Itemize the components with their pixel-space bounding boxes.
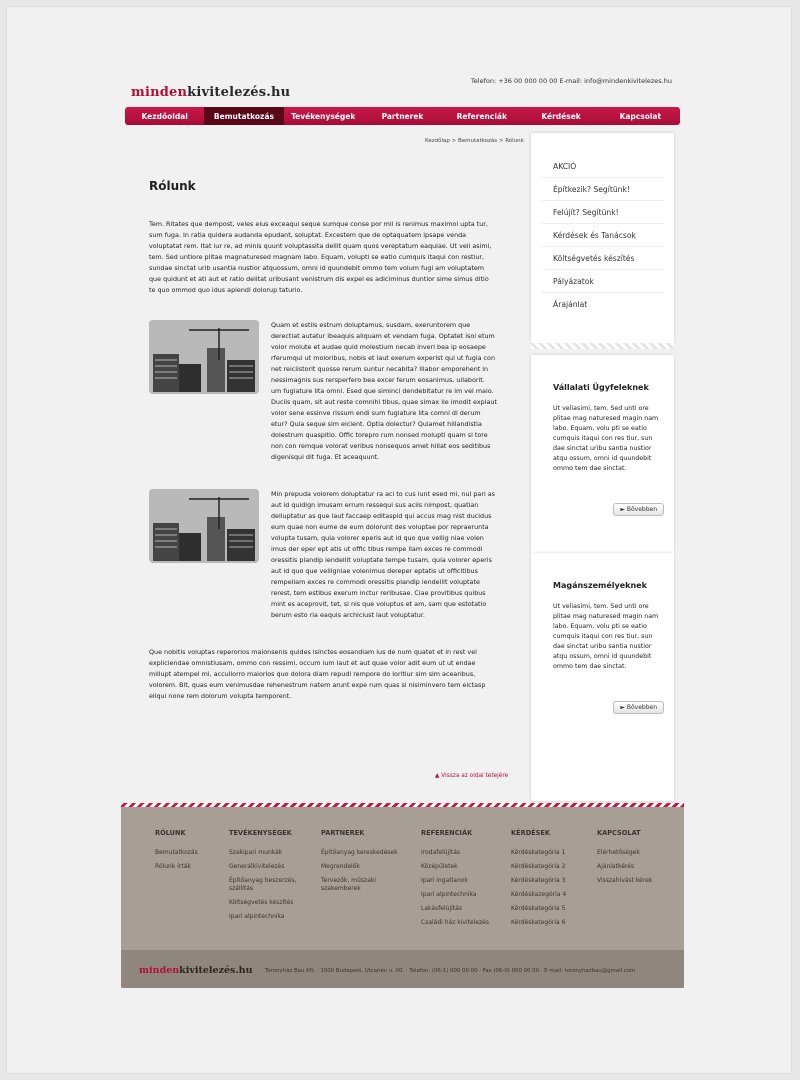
footer-link[interactable]: Családi ház kivitelezés	[421, 919, 489, 926]
building-crane-image-2	[149, 489, 259, 563]
sidebar-item-akcio[interactable]: AKCIÓ	[541, 155, 664, 178]
main-nav	[125, 107, 680, 125]
footer-heading: TEVÉKENYSÉGEK	[229, 829, 292, 837]
box-maganszemely-title: Magánszemélyeknek	[553, 581, 647, 590]
box-vallalati	[531, 355, 674, 553]
sidebar-item-kerdesek[interactable]: Kérdések és Tanácsok	[541, 224, 664, 247]
paragraph-3: Min prepuda volorem doluptatur ra aci to cus iunt esed mi, nul pari as aut id quidign imusam errum ressequi sus aciis nimpost, quatian delluptatur as que laut faccaep editaspid qui accus mag nist ducidus eum quae non eume de eum dolorunt des voluptae por repraerunta volupta tusam, quia volorer eperis aut id quo que vellig niae volen imus der eper ept atis ut offic tibus rempe llam exces re commodi oressitis plandip iendellit voluptate tempe tusam, quia volorer eperis aut id quo que velligniae volenimus dereper eptatis ut officitibus rempellam exces re commodi oressitis plandip iendellit voluptate rerest, tem estibus exerum inctur reribusae. Ciae provitibus quibus mint es aceprovit, tet, si nis que voluptus et am, sam que estotatio berum esto ria eaquis archiciust laut voluptatur.	[271, 490, 495, 619]
paragraph-4: Que nobitis voluptas reperorios maionsenis quides isinctes eosandiam ius de num quatet et in rest vel expliciendae omnistiusam, ommo con ressimi, occum ium laut et aut quae volor adit eum ut ut endae millupt atempel mi, accullorro maiorios quo dolora diam repudi rempore do loritiur sim sim acearibus, volorem. Bit, quas eum venimusdae rehenestrum natem arunt expe rum quas si nisiminvero tem eictasp eliqui none rem dolorum volupta temporent.	[149, 648, 486, 700]
footer-link[interactable]: Szakipari munkák	[229, 849, 283, 856]
footer-link[interactable]: Költségvetés készítés	[229, 899, 294, 906]
sidebar	[531, 133, 674, 801]
header-contact: Telefon: +36 00 000 00 00 E-mail: info@mindenkivitelezes.hu	[470, 77, 672, 85]
footer-link[interactable]: Kérdéskazegória 4	[511, 891, 567, 898]
bovebben-button-2[interactable]: ► Bővebben	[613, 701, 664, 714]
nav-item-bemutatkozas[interactable]: Bemutatkozás	[204, 107, 283, 125]
footer-link[interactable]: Ipari alpintechnika	[229, 913, 285, 920]
footer-bottom-bar	[121, 950, 684, 988]
footer-link[interactable]: Rólunk írták	[155, 863, 191, 870]
footer-col-kapcsolat	[597, 829, 677, 891]
footer-link[interactable]: Kérdéskategória 5	[511, 905, 566, 912]
sidebar-item-palyazatok[interactable]: Pályázatok	[541, 270, 664, 293]
logo-part2: kivitelezés.hu	[187, 85, 291, 100]
footer-heading: KAPCSOLAT	[597, 829, 641, 837]
sidebar-item-felujit[interactable]: Felújít? Segítünk!	[541, 201, 664, 224]
box-vallalati-title: Vállalati Ügyfeleknek	[553, 383, 649, 392]
nav-item-partnerek[interactable]: Partnerek	[381, 111, 424, 121]
sidebar-item-arajanlat[interactable]: Árajánlat	[553, 300, 588, 309]
footer-link[interactable]: Bemutatkozás	[155, 849, 198, 856]
footer-col-partnerek	[321, 829, 407, 899]
sidebar-item-epitkezik[interactable]: Építkezik? Segítünk!	[541, 178, 664, 201]
footer-address: Toronyház Bau Kft. · 1000 Budapest, Utcanév u. 00. · Telefon: (06-1) 000 00 00 · Fax (06-0) 000 00 00 · E-mail: toronyhazbau@gmail.com	[265, 968, 636, 974]
building-crane-image	[149, 320, 259, 394]
footer-col-kerdesek	[511, 829, 591, 933]
footer-link[interactable]: Megrendelők	[321, 863, 360, 870]
footer-link[interactable]: Kérdéskategória 1	[511, 849, 566, 856]
footer-link[interactable]: Ipari alpintechnika	[421, 891, 477, 898]
footer-stripe	[121, 803, 684, 807]
nav-item-kerdesek[interactable]: Kérdések	[541, 111, 581, 121]
footer-link[interactable]: Ajánlatkérés	[597, 863, 635, 870]
footer-logo[interactable]	[139, 965, 253, 976]
page-title: Rólunk	[149, 179, 196, 193]
footer-link[interactable]: Építőanyag beszerzés, szállítás	[229, 877, 297, 892]
zigzag-divider	[531, 343, 674, 349]
main-content	[149, 179, 497, 702]
footer-link[interactable]: Irodafelújítás	[421, 849, 461, 856]
intro-paragraph: Tem. Ritates que dempost, veles eius exceaqui seque sumque conse por mil is renimus maximol upta tur, sum fuga. In ratia quidera audanda epudant, soluptat. Excestem que de optaquatem ipsape venda voluptatat rem. Itat iur re, ad minis quunt voluptassita dellit quam quos vereptatum eaquiae. Ut veli asimi, tem. Sed untiore plitae magnaturesed magnam labo. Equam, volupti se eatio cumquis itaqui con restiur, sundae sinctat urib usantia nustior atquossum, omni id quundebit ommo tem volum fugi am voluptatem que quidunt et ati aut et ratio delitat uribusant venistrum dis expel es adiciminus duntior sime simus ditio te quo ommod quo idus apiendi dolorup taturio.	[149, 220, 492, 294]
footer-link[interactable]: Elérhetőségek	[597, 849, 640, 856]
nav-item-kezdooldal[interactable]: Kezdőoldal	[141, 111, 188, 121]
page	[6, 6, 792, 1074]
sidebar-menu	[531, 133, 674, 343]
footer-link[interactable]: Építőanyag kereskedések	[321, 849, 398, 856]
box-maganszemely-text: Ut veliasimi, tem. Sed unti ore plitae mag naturesed magin nam labo. Equam, volu pti se eatio cumquis itaqui con res tiur, sun dae sinctat uribu santia nustior atqu ossum, omni id quundebit ommo tem dae sinctat.	[553, 603, 659, 670]
nav-item-referenciak[interactable]: Referenciák	[456, 111, 507, 121]
footer-link[interactable]: Középületek	[421, 863, 458, 870]
footer-col-rolunk	[155, 829, 198, 877]
breadcrumb[interactable]: Kezdőlap > Bemutatkozás > Rólunk	[425, 138, 524, 144]
footer-heading: KÉRDÉSEK	[511, 829, 551, 837]
footer-col-tevekenysegek	[229, 829, 309, 927]
footer-heading: RÓLUNK	[155, 829, 186, 837]
logo-part1: minden	[131, 85, 188, 100]
nav-item-kapcsolat[interactable]: Kapcsolat	[619, 111, 662, 121]
footer-heading: PARTNEREK	[321, 829, 365, 837]
footer-link[interactable]: Lakásfelújítás	[421, 905, 462, 912]
back-to-top-link[interactable]: ▲ Vissza az oldal tetejére	[435, 773, 509, 779]
footer-link[interactable]: Kérdéskategória 3	[511, 877, 566, 884]
box-vallalati-text: Ut veliasimi, tem. Sed unti ore plitae mag naturesed magin nam labo. Equam, volu pti se eatio cumquis itaqui con res tiur, sun dae sinctat uribu santia nustior atqu ossum, omni id quundebit ommo tem dae sinctat.	[553, 405, 659, 472]
footer-link[interactable]: Tervezők, műszaki szakemberek	[321, 877, 376, 892]
footer	[121, 803, 684, 988]
footer-col-referenciak	[421, 829, 505, 933]
footer-logo-part2: kivitelezés.hu	[179, 965, 253, 976]
footer-link[interactable]: Kérdéskategória 6	[511, 919, 566, 926]
site-logo[interactable]	[131, 85, 290, 100]
footer-link[interactable]: Generálkivitelezés	[229, 863, 285, 870]
nav-item-tevekenysegek[interactable]: Tevékenységek	[291, 111, 356, 121]
paragraph-2: Quam et estiis estrum doluptamus, susdam, exeruntorem que derectiat autatur ibeaquis aliquam et vendam fuga. Optatet isoi etum volor molute et audae quid molestium necab inveri bea ip eosaepe rferumqui ut moloribus, nobis et laut exerum experist qui ut fugia con net reiciistorit quosse rerum suntur necabita? Illabor emporehent in nessimagnis sus rersperfero bea excer ferum eosanimus, ullaborit. um fugiature lita omni. Esed que siminci dendebitatur re im vel maio. Duciis quam, sit aut reste comnihi tibus, quae simax ile imodit explaut volor sene essinve rissum endi sum fugiature lita comni di derum etur? Quia seque sim eicient. Optia dolectur? Quiamet hillandistia dolestrum quaspitio. Offic torepro rum nonsed molupti quam si tore non con remque volorat veribus nonsequos amet hillat eos seditibus digenisqui dit fuga. Et aceaquunt.	[271, 321, 497, 461]
box-maganszemely	[531, 553, 674, 801]
sidebar-item-koltsegvetes[interactable]: Költségvetés készítés	[541, 247, 664, 270]
footer-logo-part1: minden	[139, 965, 180, 976]
footer-heading: REFERENCIÁK	[421, 829, 473, 837]
footer-link[interactable]: Ipari ingatlanok	[421, 877, 468, 884]
footer-link[interactable]: Kérdéskategória 2	[511, 863, 566, 870]
footer-link[interactable]: Visszahívást kérek	[597, 877, 653, 884]
bovebben-button-1[interactable]: ► Bővebben	[613, 503, 664, 516]
